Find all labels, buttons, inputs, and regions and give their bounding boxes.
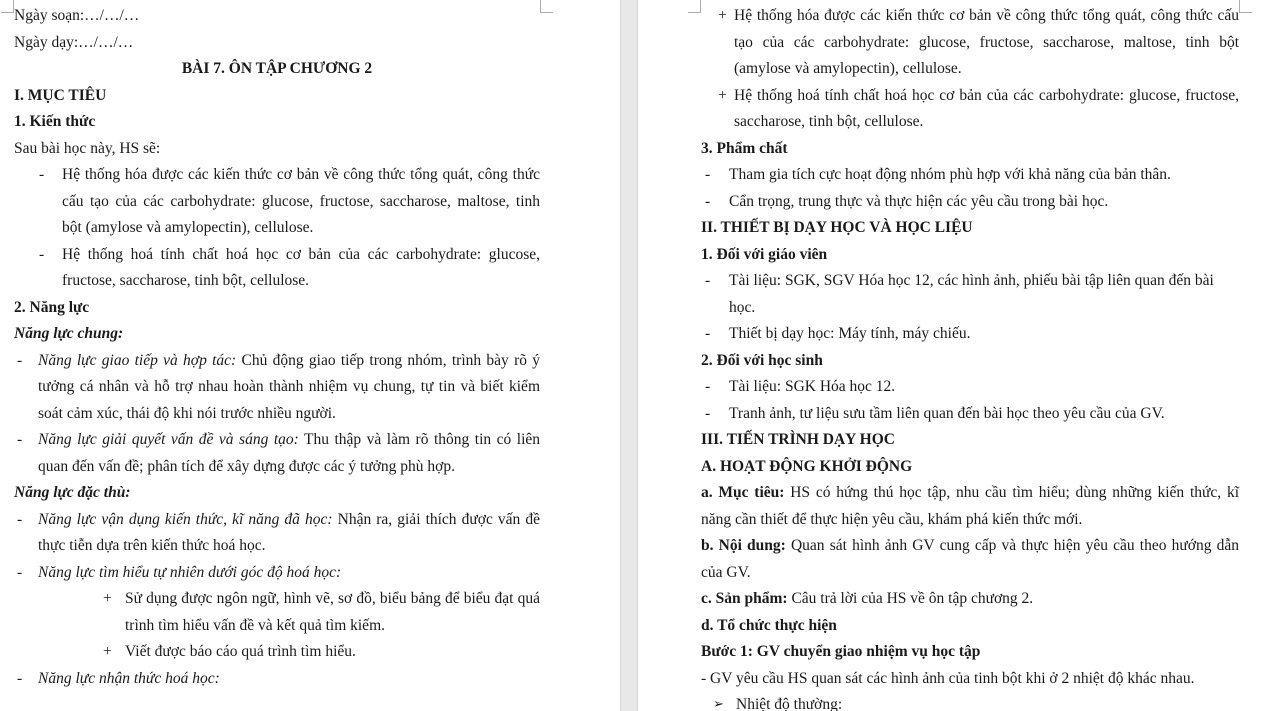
text-boundary-mark — [1, 0, 14, 13]
paragraph-text: 3. Phẩm chất — [701, 139, 788, 157]
paragraph-text: I. MỤC TIÊU — [14, 86, 107, 104]
plus-bullet-marker: + — [103, 590, 112, 607]
bullet-paragraph — [14, 427, 540, 480]
paragraph-text: Thu thập và làm rõ thông tin có liên quan đến vấn đề; phân tích để xây dựng được các ý tưởng phù hợp. — [38, 431, 541, 475]
dash-bullet-marker: - — [17, 351, 23, 369]
paragraph-text: BÀI 7. ÔN TẬP CHƯƠNG 2 — [181, 60, 373, 77]
paragraph-text: II. THIẾT BỊ DẠY HỌC VÀ HỌC LIỆU — [701, 219, 973, 236]
paragraph-lead-label: a. Mục tiêu: — [701, 484, 785, 501]
paragraph-text: Hệ thống hóa được các kiến thức cơ bản về công thức tổng quát, công thức cấu tạo của các carbohydrate: glucose, fructose, saccharose, maltose, tinh bột (amylose và amylopectin), cellulose. — [62, 166, 540, 236]
plus-bullet-marker: + — [718, 86, 727, 104]
document-page-left[interactable] — [0, 0, 621, 711]
document-page-right[interactable] — [637, 0, 1263, 711]
paragraph-lead-label: b. Nội dung: — [701, 537, 786, 554]
document-title — [14, 56, 540, 83]
paragraph-text: d. Tổ chức thực hiện — [701, 616, 837, 634]
arrow-bullet-marker: ➢ — [713, 697, 724, 711]
bullet-paragraph — [701, 83, 1239, 136]
bullet-paragraph — [701, 268, 1239, 321]
paragraph-text: Nhận ra, giải thích được vấn đề thực tiễn dựa trên kiến thức hoá học. — [38, 510, 541, 554]
heading-paragraph — [701, 427, 1239, 454]
paragraph-text: Hệ thống hoá tính chất hoá học cơ bản của các carbohydrate: glucose, fructose, saccharose, tinh bột, cellulose. — [62, 245, 540, 289]
dash-bullet-marker: - — [17, 563, 23, 581]
paragraph-text: 1. Đối với giáo viên — [701, 245, 828, 263]
paragraph-text: Ngày soạn:…/…/… — [14, 7, 140, 24]
heading-paragraph — [701, 242, 1239, 269]
bullet-paragraph — [701, 692, 1239, 711]
bullet-paragraph — [14, 666, 540, 693]
text-paragraph — [14, 3, 540, 30]
heading-paragraph — [14, 321, 540, 348]
heading-paragraph — [701, 454, 1239, 481]
heading-paragraph — [701, 136, 1239, 163]
paragraph-text: Tranh ảnh, tư liệu sưu tầm liên quan đến bài học theo yêu cầu của GV. — [729, 404, 1165, 422]
plus-bullet-marker: + — [103, 643, 112, 660]
bullet-paragraph — [14, 348, 540, 428]
text-paragraph — [14, 136, 540, 163]
paragraph-text: Hệ thống hoá tính chất hoá học cơ bản của các carbohydrate: glucose, fructose, saccharose, tinh bột, cellulose. — [734, 86, 1239, 130]
bullet-paragraph — [14, 586, 540, 639]
heading-paragraph — [14, 83, 540, 110]
paragraph-text: Hệ thống hóa được các kiến thức cơ bản về công thức tổng quát, công thức cấu tạo của các carbohydrate: glucose, fructose, saccharose, maltose, tinh bột (amylose và amylopectin), cellulose. — [734, 7, 1239, 77]
bullet-paragraph — [14, 242, 540, 295]
dash-bullet-marker: - — [705, 272, 711, 289]
paragraph-text: Viết được báo cáo quá trình tìm hiểu. — [125, 643, 356, 660]
bullet-paragraph — [701, 401, 1239, 428]
page-right-text-area[interactable] — [701, 0, 1239, 711]
paragraph-text: Năng lực chung: — [14, 325, 124, 342]
plus-bullet-marker: + — [718, 7, 727, 24]
paragraph-lead-label: c. Sản phẩm: — [701, 590, 788, 607]
paragraph-text: Năng lực đặc thù: — [14, 484, 131, 501]
bullet-paragraph — [14, 560, 540, 587]
dash-bullet-marker: - — [705, 404, 711, 422]
paragraph-text: Ngày dạy:…/…/… — [14, 33, 134, 51]
paragraph-text: HS có hứng thú học tập, nhu cầu tìm hiểu; dùng những kiến thức, kĩ năng cần thiết để thực hiện yêu cầu, khám phá kiến thức mới. — [701, 484, 1240, 528]
dash-bullet-marker: - — [17, 669, 23, 687]
paragraph-text: Tài liệu: SGK Hóa học 12. — [729, 378, 896, 395]
heading-paragraph — [701, 613, 1239, 640]
text-boundary-mark — [1239, 0, 1252, 13]
heading-paragraph — [14, 480, 540, 507]
paragraph-lead-label: Năng lực vận dụng kiến thức, kĩ năng đã học: — [38, 510, 333, 528]
paragraph-text: Quan sát hình ảnh GV cung cấp và thực hiện yêu cầu theo hướng dẫn của GV. — [701, 537, 1239, 581]
bullet-paragraph — [701, 162, 1239, 189]
dash-bullet-marker: - — [17, 510, 23, 528]
dash-bullet-marker: - — [39, 166, 45, 183]
paragraph-text: 1. Kiến thức — [14, 113, 96, 130]
heading-paragraph — [701, 348, 1239, 375]
text-paragraph — [701, 533, 1239, 586]
paragraph-text: Nhiệt độ thường: — [736, 696, 843, 711]
paragraph-text: Tài liệu: SGK, SGV Hóa học 12, các hình ảnh, phiếu bài tập liên quan đến bài học. — [729, 272, 1214, 316]
bullet-paragraph — [701, 321, 1239, 348]
paragraph-text: Cẩn trọng, trung thực và thực hiện các yêu cầu trong bài học. — [729, 192, 1109, 210]
paragraph-text: Sau bài học này, HS sẽ: — [14, 139, 161, 157]
bullet-paragraph — [14, 162, 540, 242]
paragraph-text: A. HOẠT ĐỘNG KHỞI ĐỘNG — [701, 457, 913, 475]
dash-bullet-marker: - — [17, 431, 23, 448]
heading-paragraph — [14, 109, 540, 136]
text-boundary-mark — [688, 0, 701, 13]
dash-bullet-marker: - — [705, 166, 711, 183]
paragraph-text: Chủ động giao tiếp trong nhóm, trình bày rõ ý tưởng cá nhân và hỗ trợ nhau hoàn thành nhiệm vụ chung, tự tin và biết kiểm soát cảm xúc, thái độ khi nói trước nhiều người. — [38, 351, 541, 422]
dash-bullet-marker: - — [705, 325, 711, 342]
dash-bullet-marker: - — [705, 378, 711, 395]
text-paragraph — [701, 480, 1239, 533]
bullet-paragraph — [701, 189, 1239, 216]
bullet-paragraph — [701, 374, 1239, 401]
paragraph-text: Thiết bị dạy học: Máy tính, máy chiếu. — [729, 325, 971, 342]
paragraph-text: 2. Năng lực — [14, 298, 90, 316]
heading-paragraph — [14, 295, 540, 322]
paragraph-text: Năng lực nhận thức hoá học: — [38, 669, 220, 687]
bullet-paragraph — [701, 3, 1239, 83]
text-paragraph — [14, 30, 540, 57]
text-paragraph — [701, 666, 1239, 693]
paragraph-text: Năng lực tìm hiểu tự nhiên dưới góc độ hoá học: — [38, 563, 342, 581]
dash-bullet-marker: - — [39, 245, 45, 263]
dash-bullet-marker: - — [705, 192, 711, 210]
paragraph-text: - GV yêu cầu HS quan sát các hình ảnh của tinh bột khi ở 2 nhiệt độ khác nhau. — [701, 669, 1195, 687]
paragraph-text: Tham gia tích cực hoạt động nhóm phù hợp với khả năng của bản thân. — [729, 166, 1171, 183]
paragraph-text: Sử dụng được ngôn ngữ, hình vẽ, sơ đồ, biểu bảng để biểu đạt quá trình tìm hiểu vấn đề và kết quả tìm kiếm. — [125, 590, 540, 634]
bullet-paragraph — [14, 507, 540, 560]
paragraph-text: Câu trả lời của HS về ôn tập chương 2. — [791, 590, 1034, 607]
heading-paragraph — [701, 639, 1239, 666]
paragraph-lead-label: Năng lực giao tiếp và hợp tác: — [38, 351, 237, 369]
page-left-text-area[interactable] — [14, 0, 540, 692]
paragraph-text: III. TIẾN TRÌNH DẠY HỌC — [701, 431, 895, 448]
bullet-paragraph — [14, 639, 540, 666]
text-paragraph — [701, 586, 1239, 613]
paragraph-text: Bước 1: GV chuyển giao nhiệm vụ học tập — [701, 643, 981, 660]
paragraph-text: 2. Đối với học sinh — [701, 351, 823, 369]
paragraph-lead-label: Năng lực giải quyết vấn đề và sáng tạo: — [38, 431, 299, 448]
text-boundary-mark — [540, 0, 553, 13]
heading-paragraph — [701, 215, 1239, 242]
